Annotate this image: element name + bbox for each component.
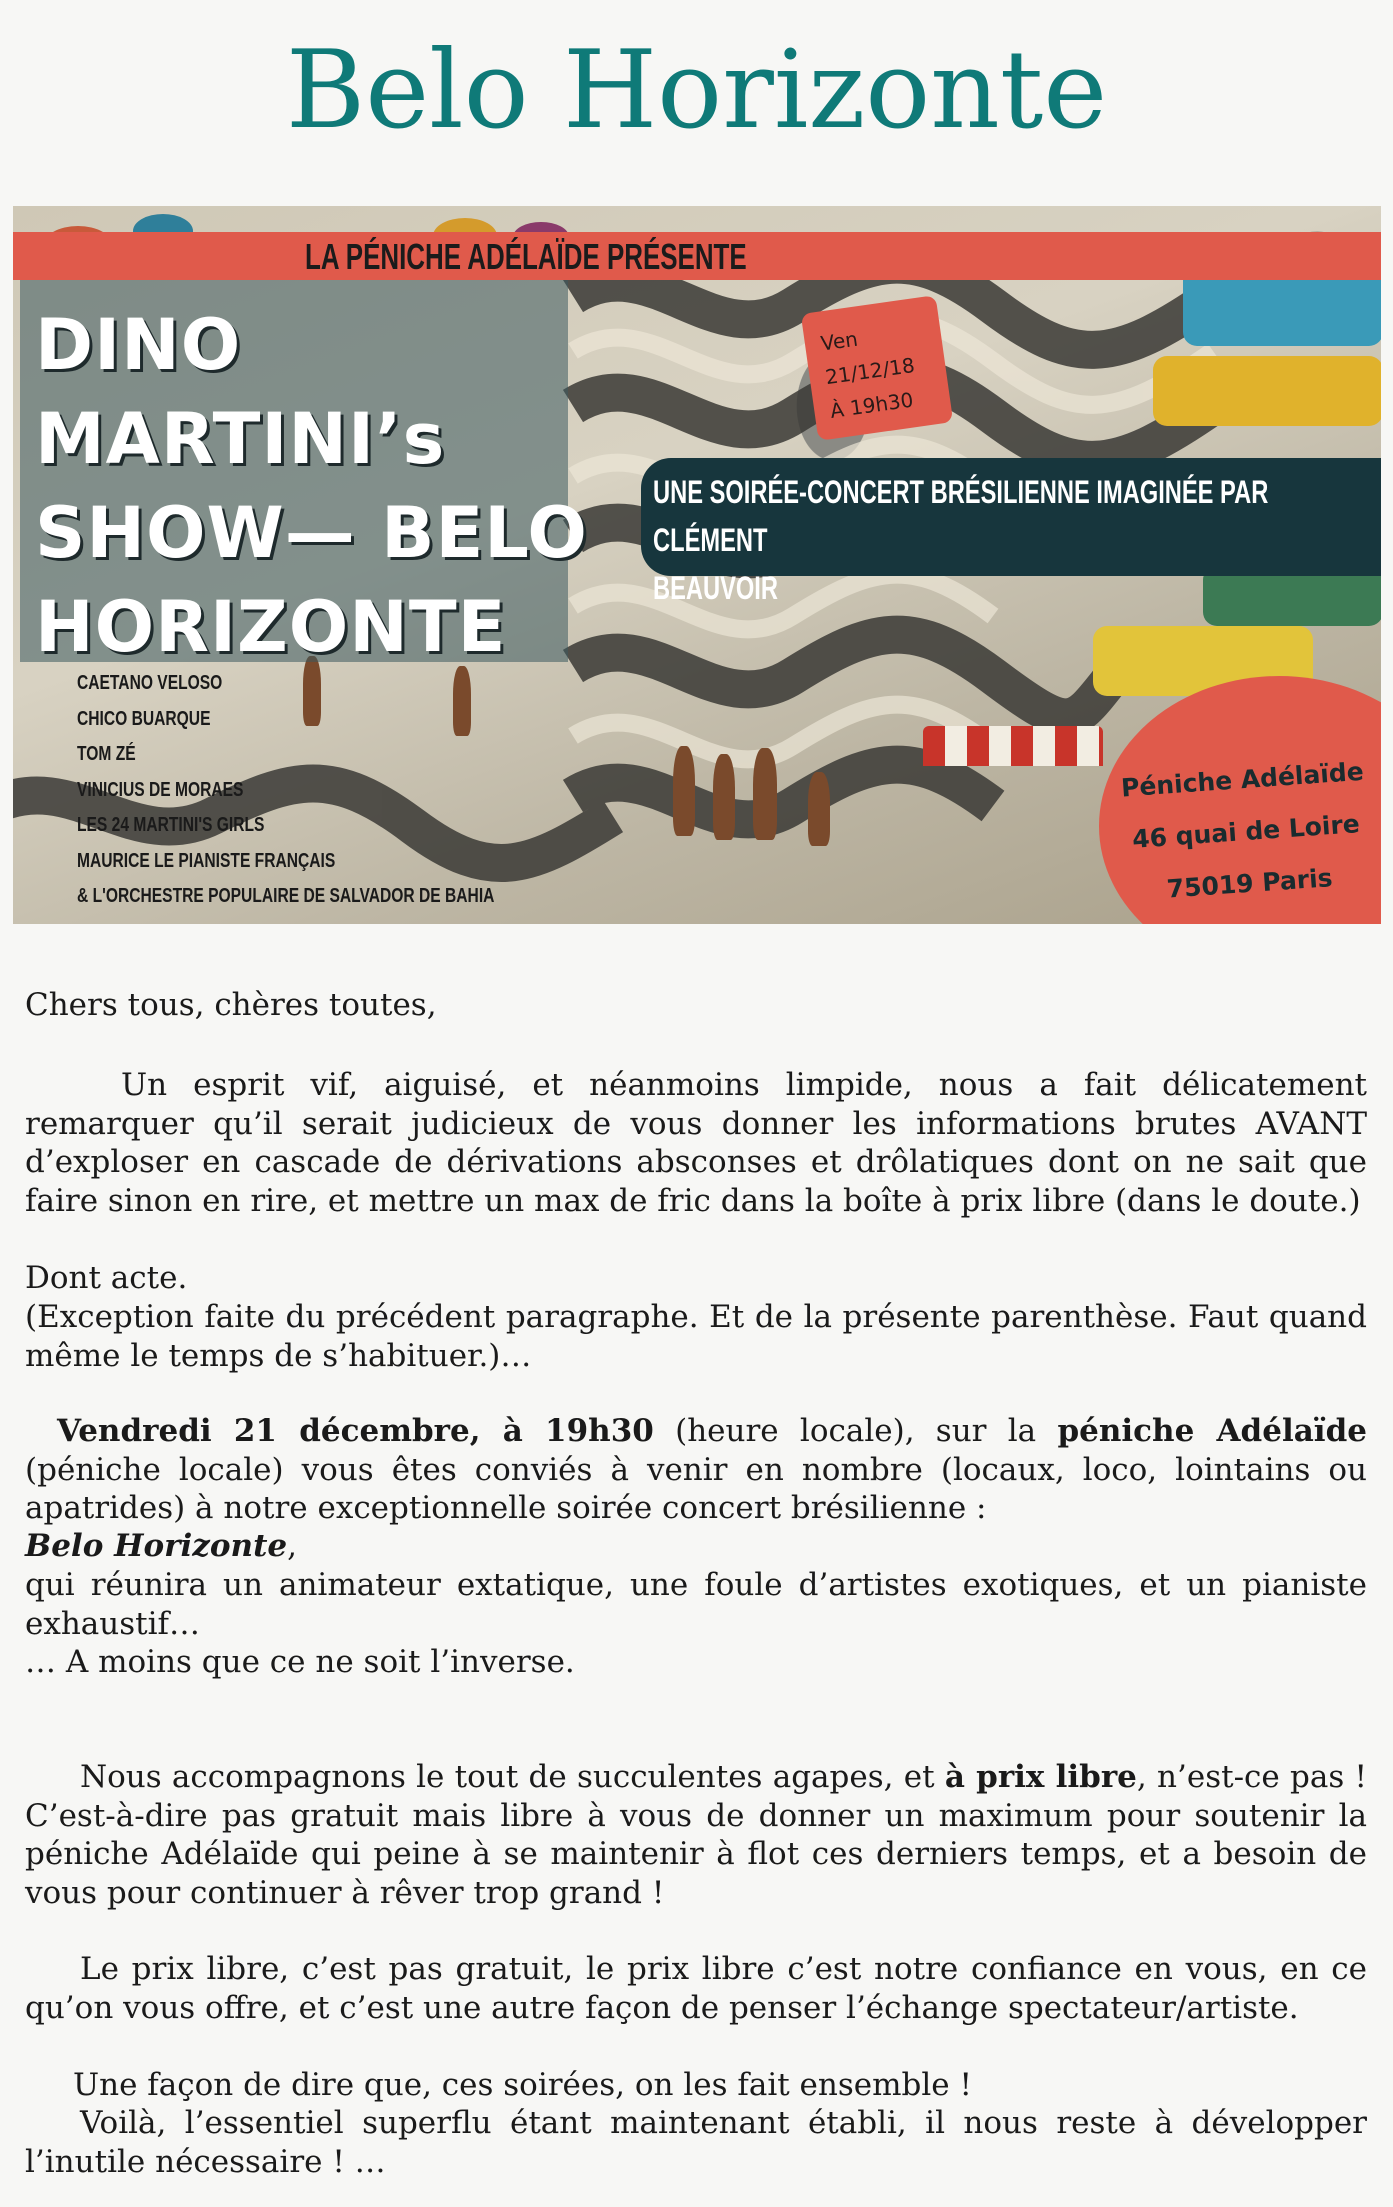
prix-libre-bold: à prix libre <box>944 1759 1137 1795</box>
event-title-comma: , <box>287 1528 297 1564</box>
date-line: 21/12/18 <box>823 352 917 390</box>
show-title <box>35 298 595 674</box>
tagline-line: UNE SOIRÉE-CONCERT BRÉSILIENNE IMAGINÉE PAR CLÉMENT <box>653 474 1269 558</box>
event-title-line <box>25 1527 1367 1566</box>
paragraph-prix-libre <box>25 1758 1367 1912</box>
event-title: Belo Horizonte <box>25 1528 288 1564</box>
car <box>1153 356 1381 426</box>
paragraph-exception: (Exception faite du précédent paragraphe. Et de la présente parenthèse. Faut quand même le temps de s’habituer.)… <box>25 1299 1367 1374</box>
show-title-line: HORIZONTE <box>35 586 507 668</box>
venue-line: 46 quai de Loire <box>1131 809 1361 854</box>
paragraph-dont-acte: Dont acte. <box>25 1260 188 1296</box>
event-date: Vendredi 21 décembre, à 19h30 <box>57 1413 654 1449</box>
tagline-line: BEAUVOIR <box>653 570 778 606</box>
artist-name: MAURICE LE PIANISTE FRANÇAIS <box>77 849 336 872</box>
artist-name: VINICIUS DE MORAES <box>77 778 244 801</box>
venue-line: Péniche Adélaïde <box>1120 756 1365 803</box>
artist-name: CHICO BUARQUE <box>77 707 211 730</box>
market-stall-awning <box>923 726 1103 766</box>
event-text: (heure locale), sur la <box>653 1413 1058 1449</box>
event-venue: péniche Adélaïde <box>1057 1413 1367 1449</box>
event-text: (péniche locale) vous êtes conviés à venir en nombre (locaux, loco, lointains ou apatrides) à notre exceptionnelle soirée concert brésilienne : <box>25 1451 1367 1526</box>
beachgoer <box>753 748 777 840</box>
tagline-text <box>653 468 1319 612</box>
paragraph-event <box>25 1412 1367 1528</box>
artist-name: LES 24 MARTINI'S GIRLS <box>77 814 265 836</box>
prix-text: Nous accompagnons le tout de succulentes agapes, et <box>80 1759 945 1795</box>
paragraph-reunira: qui réunira un animateur extatique, une foule d’artistes exotiques, et un pianiste exhaustif… <box>25 1567 1367 1642</box>
artist-list <box>77 666 494 915</box>
greeting: Chers tous, chères toutes, <box>25 987 437 1023</box>
beachgoer <box>713 754 735 840</box>
date-line: Ven <box>819 326 860 356</box>
event-poster <box>13 206 1381 924</box>
venue-line: 75019 Paris <box>1165 863 1334 904</box>
presenter-text: LA PÉNICHE ADÉLAÏDE PRÉSENTE <box>305 236 747 277</box>
artist-name: CAETANO VELOSO <box>77 672 223 694</box>
show-title-line: SHOW— BELO <box>35 492 588 574</box>
paragraph-intro: Un esprit vif, aiguisé, et néanmoins limpide, nous a fait délicatement remarquer qu’il serait judicieux de vous donner les informations brutes AVANT d’exploser en cascade de dérivations absconses et drôlatiques dont on ne sait que faire sinon en rire, et mettre un max de fric dans la boîte à prix libre (dans le doute.) <box>25 1067 1367 1219</box>
paragraph-voila: Voilà, l’essentiel superflu étant maintenant établi, il nous reste à développer l’inutile nécessaire ! … <box>25 2105 1367 2180</box>
show-title-line: MARTINI’s <box>35 398 446 480</box>
venue-text <box>1106 745 1381 919</box>
beachgoer <box>673 746 695 836</box>
paragraph-ensemble: Une façon de dire que, ces soirées, on les fait ensemble ! <box>73 2067 972 2103</box>
artist-name: TOM ZÉ <box>77 743 136 765</box>
paragraph-confiance: Le prix libre, c’est pas gratuit, le prix libre c’est notre confiance en vous, en ce qu’on vous offre, et c’est une autre façon de penser l’échange spectateur/artiste. <box>25 1951 1367 2026</box>
date-line: À 19h30 <box>828 387 915 423</box>
page-title: Belo Horizonte <box>285 28 1108 153</box>
paragraph-inverse: … A moins que ce ne soit l’inverse. <box>25 1644 575 1680</box>
show-title-line: DINO <box>35 304 242 386</box>
prix-text: , n’est-ce pas ! C’est-à-dire pas gratuit mais libre à vous de donner un maximum pour soutenir la péniche Adélaïde qui peine à se maintenir à flot ces derniers temps, et a besoin de vous pour continuer à rêver trop grand ! <box>25 1759 1367 1911</box>
beachgoer <box>808 772 830 846</box>
date-text <box>818 310 951 428</box>
artist-name: & L'ORCHESTRE POPULAIRE DE SALVADOR DE BAHIA <box>77 885 495 907</box>
